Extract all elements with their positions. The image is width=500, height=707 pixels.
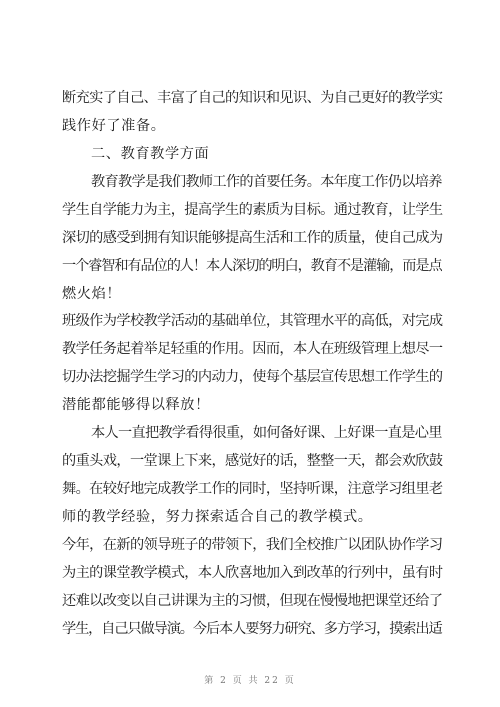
body-text-line: 的重头戏，一堂课上下来，感觉好的话，整整一天，都会欢欣鼓 [62,453,443,469]
body-text-line: 舞。在较好地完成教学工作的同时，坚持听课，注意学习组里老 [62,481,443,497]
body-text-line: 班级作为学校教学活动的基础单位，其管理水平的高低，对完成 [62,313,443,329]
body-text-line: 还难以改变以自己讲课为主的习惯，但现在慢慢地把课堂还给了 [62,593,443,609]
page-footer: 第 2 页 共 22 页 [204,676,296,686]
body-text-line: 教育教学是我们教师工作的首要任务。本年度工作仍以培养 [91,174,442,190]
section-heading: 二、教育教学方面 [91,146,210,162]
body-text-line: 践作好了准备。 [62,118,166,134]
body-text-line: 一个睿智和有品位的人！本人深切的明白，教育不是灌输，而是点 [62,258,442,274]
body-text-line: 学生自学能力为主，提高学生的素质为目标。通过教育，让学生 [62,202,443,218]
body-text-line: 学生，自己只做导演。今后本人要努力研究、多方学习，摸索出适 [62,621,442,637]
body-text-line: 为主的课堂教学模式，本人欣喜地加入到改革的行列中，虽有时 [62,565,443,581]
body-text-line: 切办法挖掘学生学习的内动力，使每个基层宣传思想工作学生的 [62,369,443,385]
body-text-line: 燃火焰！ [62,286,122,302]
body-text-line: 深切的感受到拥有知识能够提高生活和工作的质量，使自己成为 [62,230,443,246]
body-text-line: 潜能都能够得以释放！ [62,397,210,413]
body-text-line: 本人一直把教学看得很重，如何备好课、上好课一直是心里 [91,425,442,441]
body-text-line: 今年，在新的领导班子的带领下，我们全校推广以团队协作学习 [62,537,443,553]
body-text-line: 师的教学经验，努力探索适合自己的教学模式。 [62,509,373,525]
body-text-line: 教学任务起着举足轻重的作用。因而，本人在班级管理上想尽一 [62,341,443,357]
body-text-line: 断充实了自己、丰富了自己的知识和见识、为自己更好的教学实 [62,90,443,106]
